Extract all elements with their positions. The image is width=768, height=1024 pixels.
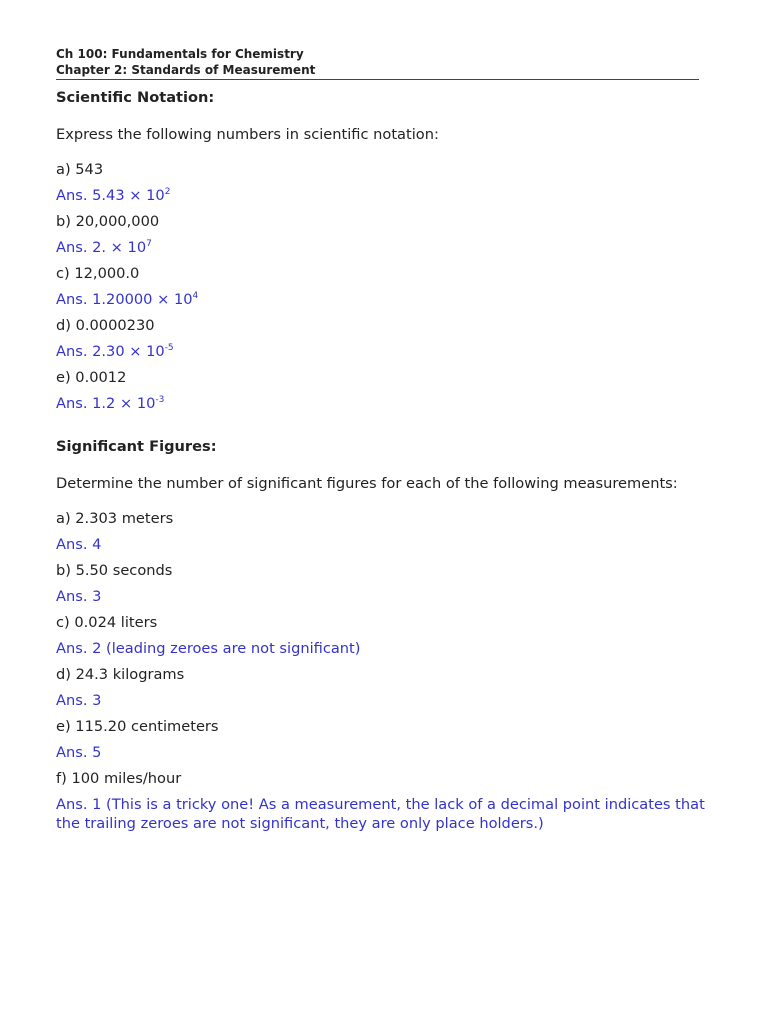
exponent: 4: [192, 291, 199, 301]
answer-text: Ans. 2. × 10: [56, 239, 147, 256]
question-item: f) 100 miles/hour: [56, 770, 182, 787]
worksheet-body: [56, 88, 706, 833]
answer-item: [56, 394, 706, 414]
question-item: d) 24.3 kilograms: [56, 666, 185, 683]
exponent: -3: [155, 395, 165, 405]
chapter-title: Chapter 2: Standards of Measurement: [56, 63, 316, 77]
section-heading-significant-figures: Significant Figures:: [56, 438, 217, 455]
answer-item: [56, 238, 706, 258]
answer-item: [56, 186, 706, 206]
section-heading-scientific-notation: Scientific Notation:: [56, 89, 215, 106]
question-item: b) 5.50 seconds: [56, 562, 173, 579]
answer-text: Ans. 5.43 × 10: [56, 187, 165, 204]
exponent: 7: [146, 239, 152, 249]
answer-item: Ans. 3: [56, 588, 102, 605]
question-item: e) 115.20 centimeters: [56, 718, 219, 735]
question-item: e) 0.0012: [56, 369, 127, 386]
section-spacer: [56, 414, 706, 437]
answer-item: Ans. 5: [56, 744, 102, 761]
question-item: c) 0.024 liters: [56, 614, 158, 631]
instruction-text: Determine the number of significant figures for each of the following measurements:: [56, 475, 678, 492]
document-header: [56, 46, 699, 80]
answer-item: Ans. 3: [56, 692, 102, 709]
answer-item: [56, 290, 706, 310]
question-item: a) 543: [56, 161, 104, 178]
question-item: c) 12,000.0: [56, 265, 140, 282]
answer-item: [56, 342, 706, 362]
answer-item: Ans. 1 (This is a tricky one! As a measurement, the lack of a decimal point indicates that the trailing zeroes are not significant, they are only place holders.): [56, 796, 705, 832]
question-item: d) 0.0000230: [56, 317, 155, 334]
exponent: 2: [164, 187, 171, 197]
answer-text: Ans. 1.20000 × 10: [56, 291, 193, 308]
answer-text: Ans. 1.2 × 10: [56, 395, 156, 412]
answer-item: Ans. 2 (leading zeroes are not significant): [56, 640, 361, 657]
answer-item: Ans. 4: [56, 536, 102, 553]
course-title: Ch 100: Fundamentals for Chemistry: [56, 47, 304, 61]
scientific-notation-section: [56, 88, 706, 414]
instruction-text: Express the following numbers in scientific notation:: [56, 126, 439, 143]
exponent: -5: [164, 343, 174, 353]
question-item: a) 2.303 meters: [56, 510, 174, 527]
significant-figures-section: [56, 437, 706, 833]
answer-text: Ans. 2.30 × 10: [56, 343, 165, 360]
question-item: b) 20,000,000: [56, 213, 160, 230]
